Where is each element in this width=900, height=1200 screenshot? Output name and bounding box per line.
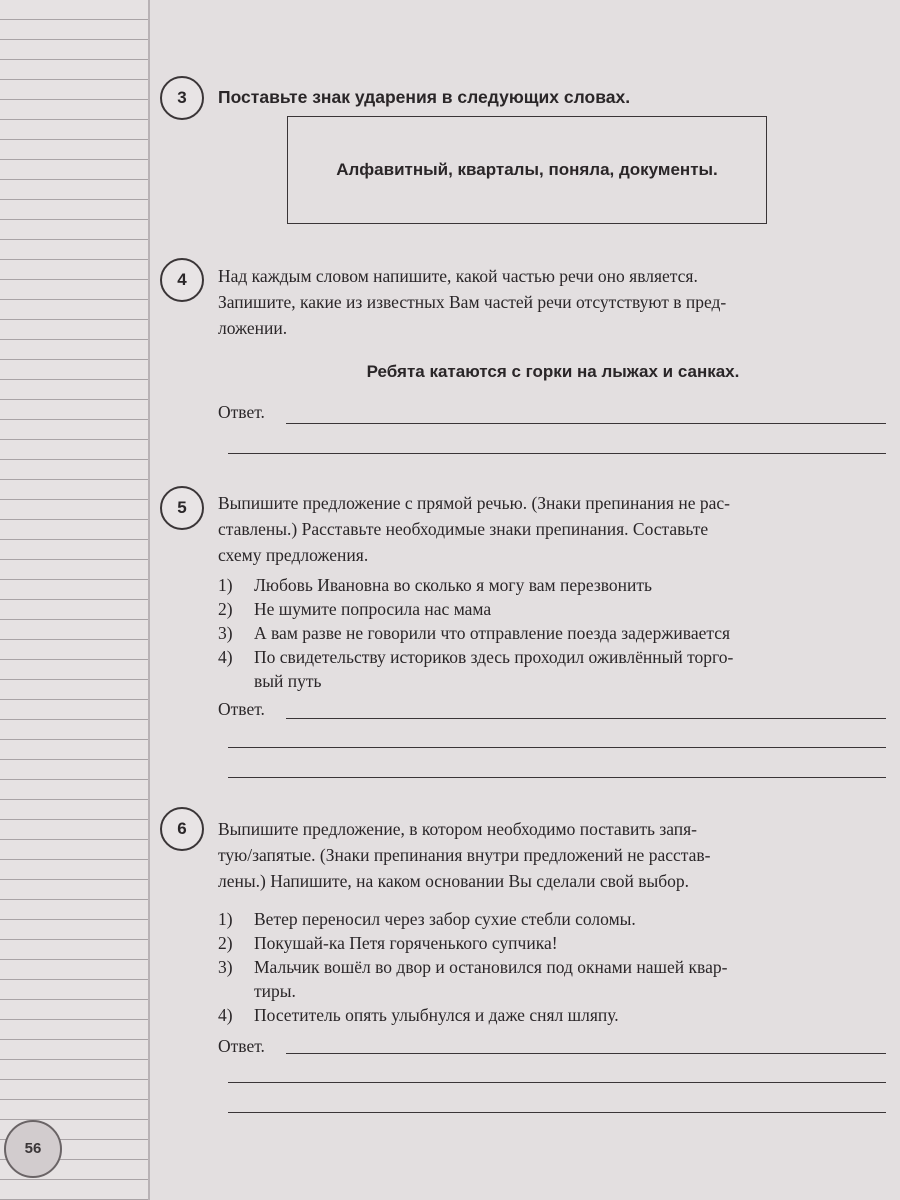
option-text-continuation: тиры. bbox=[254, 981, 296, 1001]
task-4-answer-line[interactable] bbox=[286, 423, 886, 424]
ruled-margin bbox=[0, 0, 150, 1200]
task-4-answer-label: Ответ. bbox=[218, 402, 265, 422]
task-4-answer-line[interactable] bbox=[228, 453, 886, 454]
task-6-prompt bbox=[218, 816, 888, 894]
option-text: Мальчик вошёл во двор и остановился под окнами нашей квар- bbox=[254, 957, 728, 977]
task-6-number: 6 bbox=[160, 807, 204, 851]
task-4-sentence: Ребята катаются с горки на лыжах и санках. bbox=[366, 362, 740, 381]
option-text: Посетитель опять улыбнулся и даже снял шляпу. bbox=[254, 1005, 619, 1025]
task-4-number: 4 bbox=[160, 258, 204, 302]
task-5-answer-label: Ответ. bbox=[218, 699, 265, 719]
task-3-words-box bbox=[287, 116, 767, 224]
task-5-option-1 bbox=[218, 573, 888, 597]
task-3-number: 3 bbox=[160, 76, 204, 120]
option-number: 2) bbox=[218, 599, 233, 619]
task-5-option-3 bbox=[218, 621, 888, 645]
task-6-prompt-line: лены.) Напишите, на каком основании Вы сделали свой выбор. bbox=[218, 871, 690, 891]
task-5-prompt-line: ставлены.) Расставьте необходимые знаки препинания. Составьте bbox=[218, 519, 709, 539]
task-6-option-3 bbox=[218, 955, 888, 1003]
task-6-answer-line[interactable] bbox=[286, 1053, 886, 1054]
task-4-prompt-line: ложении. bbox=[218, 318, 288, 338]
task-6-prompt-line: тую/запятые. (Знаки препинания внутри предложений не расстав- bbox=[218, 845, 711, 865]
task-6-option-1 bbox=[218, 907, 888, 931]
task-6-answer-line[interactable] bbox=[228, 1082, 886, 1083]
option-number: 1) bbox=[218, 575, 233, 595]
task-6-prompt-line: Выпишите предложение, в котором необходимо поставить запя- bbox=[218, 819, 698, 839]
option-number: 3) bbox=[218, 623, 233, 643]
task-5-option-4 bbox=[218, 645, 888, 693]
task-5-answer-line[interactable] bbox=[228, 747, 886, 748]
task-6-answer-line[interactable] bbox=[228, 1112, 886, 1113]
task-4-prompt-line: Запишите, какие из известных Вам частей речи отсутствуют в пред- bbox=[218, 292, 727, 312]
task-5-answer-line[interactable] bbox=[228, 777, 886, 778]
option-number: 4) bbox=[218, 1005, 233, 1025]
task-5-prompt-line: Выпишите предложение с прямой речью. (Знаки препинания не рас- bbox=[218, 493, 730, 513]
option-number: 1) bbox=[218, 909, 233, 929]
task-5-option-2 bbox=[218, 597, 888, 621]
task-3-words: Алфавитный, кварталы, поняла, документы. bbox=[336, 160, 718, 179]
task-5-prompt-line: схему предложения. bbox=[218, 545, 369, 565]
option-text: Ветер переносил через забор сухие стебли соломы. bbox=[254, 909, 636, 929]
option-number: 2) bbox=[218, 933, 233, 953]
option-text: А вам разве не говорили что отправление поезда задерживается bbox=[254, 623, 731, 643]
option-text: По свидетельству историков здесь проходил оживлённый торго- bbox=[254, 647, 734, 667]
task-4-prompt bbox=[218, 263, 888, 341]
page-number-badge: 56 bbox=[4, 1120, 62, 1178]
option-number: 4) bbox=[218, 647, 233, 667]
task-6-answer-label: Ответ. bbox=[218, 1036, 265, 1056]
task-6-option-2 bbox=[218, 931, 888, 955]
option-text: Любовь Ивановна во сколько я могу вам перезвонить bbox=[254, 575, 652, 595]
task-3-prompt: Поставьте знак ударения в следующих словах. bbox=[218, 87, 631, 107]
option-number: 3) bbox=[218, 957, 233, 977]
option-text-continuation: вый путь bbox=[254, 671, 322, 691]
task-5-number: 5 bbox=[160, 486, 204, 530]
task-4-prompt-line: Над каждым словом напишите, какой частью речи оно является. bbox=[218, 266, 698, 286]
task-5-prompt bbox=[218, 490, 888, 568]
option-text: Покушай-ка Петя горяченького супчика! bbox=[254, 933, 558, 953]
option-text: Не шумите попросила нас мама bbox=[254, 599, 492, 619]
task-5-answer-line[interactable] bbox=[286, 718, 886, 719]
task-6-option-4 bbox=[218, 1003, 888, 1027]
